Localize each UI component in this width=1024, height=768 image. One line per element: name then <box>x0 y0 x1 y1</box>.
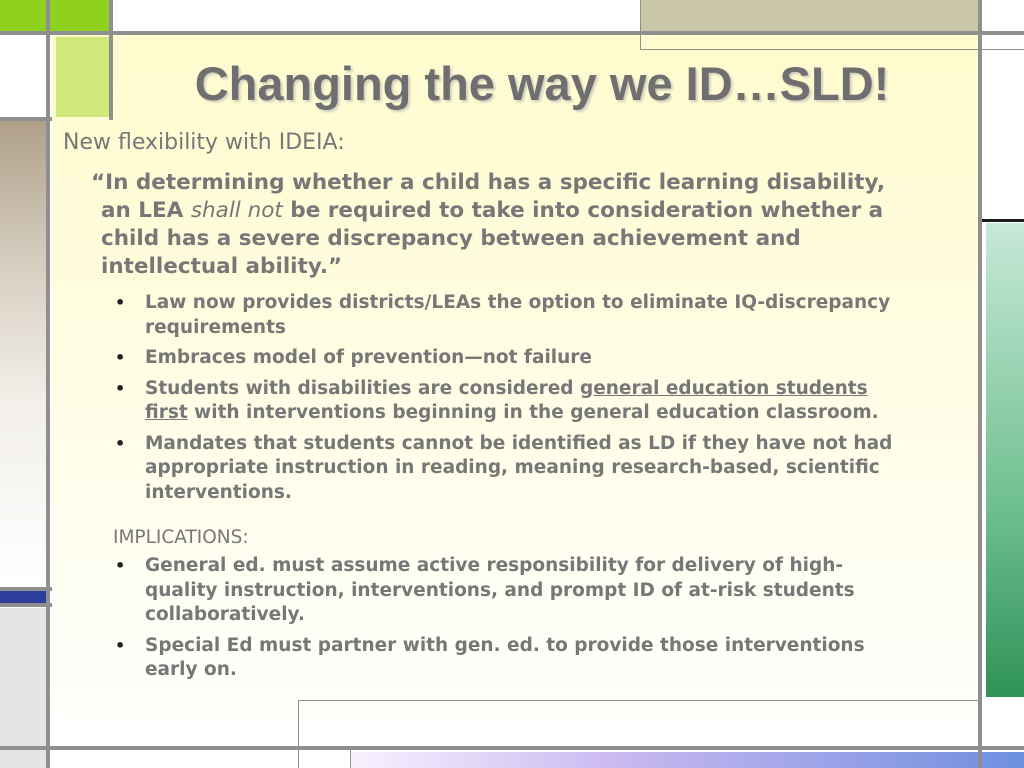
frame-line-left-upper <box>0 117 52 121</box>
frame-line-right <box>978 0 982 768</box>
list-item <box>115 432 915 506</box>
list-item <box>115 554 915 628</box>
general-education-link[interactable]: general education students first <box>145 377 868 423</box>
frame-line-bottom-box <box>298 700 978 701</box>
quote-part-1: “In determining whether a child has a specific learning disability, an LEA <box>91 170 886 223</box>
bullet-icon: • <box>115 433 126 453</box>
decor-beige-block-top <box>641 0 978 31</box>
frame-line-left-lower <box>0 603 52 607</box>
frame-line-bottom-divider <box>298 700 299 768</box>
slide-title: Changing the way we ID…SLD! <box>194 57 890 110</box>
decor-green-square <box>56 37 109 117</box>
frame-line-beige-bottom <box>640 49 1024 50</box>
bullet-icon: • <box>115 635 126 655</box>
bullet-icon: • <box>115 378 126 398</box>
bullet-text-pre: Students with disabilities are considered <box>145 377 580 399</box>
frame-line-left-mid <box>0 587 52 591</box>
frame-line-bottom <box>0 746 1024 750</box>
decor-gray-block-left <box>0 608 46 768</box>
bullet-text: Embraces model of prevention—not failure <box>145 347 592 368</box>
decor-gradient-strip-bottom <box>350 752 1024 768</box>
list-item <box>115 634 915 683</box>
quote-part-2: be required to take into consideration whether a child has a severe discrepancy between achievement and intellectual ability.” <box>101 198 884 279</box>
bullet-icon: • <box>115 293 126 312</box>
bullet-text: Special Ed must partner with gen. ed. to provide those interventions early on. <box>145 634 865 680</box>
decor-blue-bar-left <box>0 591 46 603</box>
bullet-text: General ed. must assume active responsibility for delivery of high-quality instruction, interventions, and prompt ID of at-risk students collaboratively. <box>145 555 855 625</box>
decor-tan-column-left <box>0 121 46 587</box>
bullet-icon: • <box>115 348 126 367</box>
frame-line-teal-top <box>982 219 1024 222</box>
bullet-text: Mandates that students cannot be identified as LD if they have not had appropriate instruction in reading, meaning research-based, scientific interventions. <box>145 432 893 503</box>
bullet-text-post: with interventions beginning in the general education classroom. <box>187 402 879 423</box>
implications-list <box>115 554 915 683</box>
list-item <box>115 346 915 371</box>
bullet-icon: • <box>115 556 126 575</box>
lead-text: New flexibility with IDEIA: <box>63 130 345 155</box>
key-points-list <box>115 291 915 505</box>
bullet-text: Law now provides districts/LEAs the option to eliminate IQ-discrepancy requirements <box>145 292 891 338</box>
quote-emphasis: shall not <box>190 198 283 223</box>
decor-green-block-top <box>0 0 110 31</box>
implications-heading: IMPLICATIONS: <box>113 527 249 548</box>
decor-teal-column-right <box>986 223 1024 697</box>
law-quote <box>91 169 901 281</box>
list-item <box>115 377 915 426</box>
frame-line-strip-left <box>350 750 351 768</box>
frame-line-top <box>0 31 1024 35</box>
frame-line-left <box>46 0 50 768</box>
list-item <box>115 291 915 340</box>
frame-line-beige-left <box>640 0 641 50</box>
slide-body <box>63 130 963 689</box>
